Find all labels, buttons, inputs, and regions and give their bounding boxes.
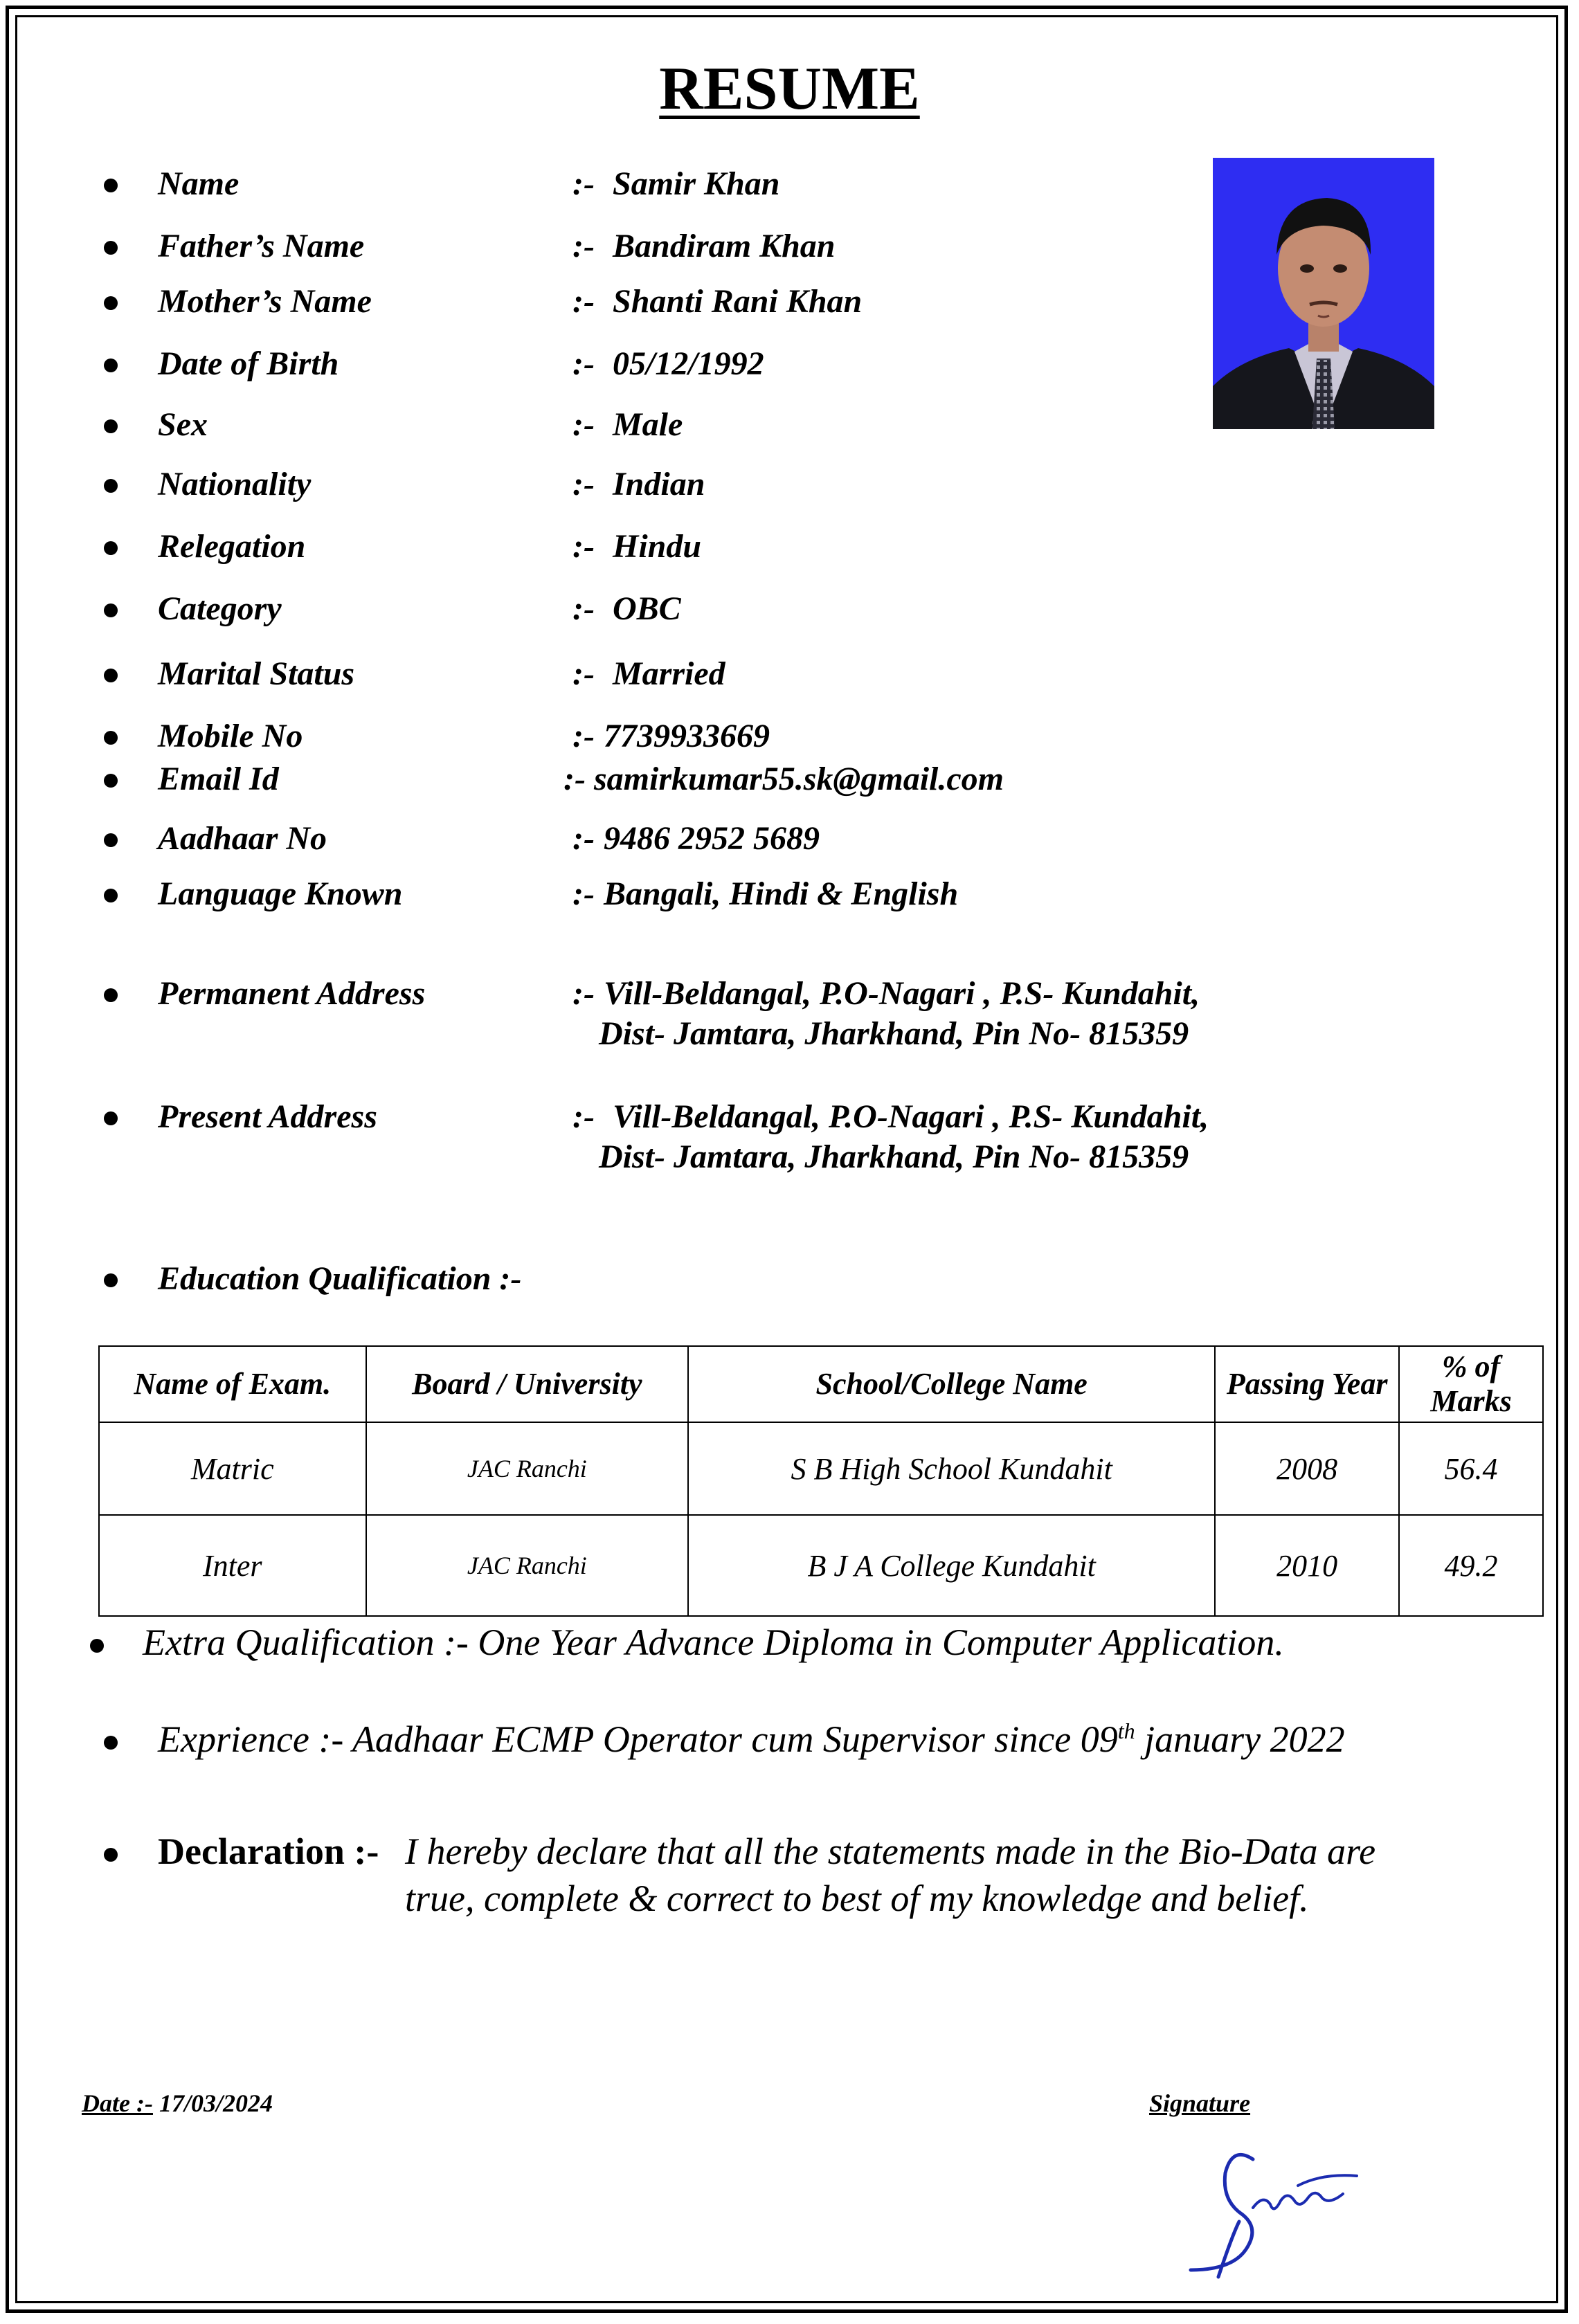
field-separator: :-: [572, 718, 595, 754]
date-value: 17/03/2024: [159, 2089, 273, 2117]
bullet-icon: [104, 1848, 118, 1862]
field-nationality: [0, 465, 1579, 507]
field-present-address: [0, 1098, 1579, 1181]
field-separator: :-: [572, 283, 595, 320]
field-mobile: [0, 717, 1579, 759]
field-category: [0, 590, 1579, 631]
table-row: [99, 1422, 1543, 1515]
field-value: Bangali, Hindi & English: [604, 875, 959, 912]
cell-exam: Inter: [99, 1515, 366, 1616]
field-aadhaar: [0, 819, 1579, 861]
cell-board: JAC Ranchi: [366, 1515, 689, 1616]
field-father-name: [0, 227, 1579, 269]
cell-marks: 56.4: [1399, 1422, 1543, 1515]
bullet-icon: [104, 731, 118, 745]
field-value: Indian: [613, 466, 705, 502]
cell-exam: Matric: [99, 1422, 366, 1515]
bullet-icon: [104, 774, 118, 788]
education-heading: [0, 1260, 1579, 1301]
field-label: Permanent Address: [158, 975, 426, 1012]
bullet-icon: [104, 1736, 118, 1750]
cell-marks: 49.2: [1399, 1515, 1543, 1616]
resume-title: RESUME: [659, 55, 920, 122]
field-separator: :-: [572, 345, 595, 382]
field-label: Relegation: [158, 528, 306, 565]
field-separator: :-: [572, 466, 595, 502]
experience-text-end: january 2022: [1135, 1718, 1345, 1760]
education-table: [98, 1345, 1544, 1617]
date-label: Date :-: [82, 2089, 153, 2117]
field-date-of-birth: [0, 345, 1579, 386]
experience-text: Exprience :- Aadhaar ECMP Operator cum Supervisor since 09: [158, 1718, 1118, 1760]
field-value: Bandiram Khan: [613, 228, 836, 264]
field-separator: :-: [572, 1098, 595, 1135]
field-separator: :-: [572, 165, 595, 202]
field-label: Email Id: [158, 761, 279, 797]
field-value: Samir Khan: [613, 165, 780, 202]
field-separator: :-: [563, 761, 586, 797]
field-separator: :-: [572, 820, 595, 857]
field-value: samirkumar55.sk@gmail.com: [594, 761, 1004, 797]
declaration-line-1: I hereby declare that all the statements made in the Bio-Data are: [405, 1831, 1376, 1872]
header-name-of-exam: Name of Exam.: [99, 1346, 366, 1422]
field-label: Mother’s Name: [158, 283, 372, 320]
address-line-2: Dist- Jamtara, Jharkhand, Pin No- 815359: [599, 1138, 1189, 1175]
signature-label: Signature: [1149, 2089, 1251, 2117]
field-label: Nationality: [158, 466, 312, 502]
bullet-icon: [104, 603, 118, 617]
field-label: Date of Birth: [158, 345, 339, 382]
header-passing-year: Passing Year: [1215, 1346, 1399, 1422]
field-separator: :-: [572, 975, 595, 1012]
address-line-1: Vill-Beldangal, P.O-Nagari , P.S- Kundahit,: [604, 975, 1200, 1012]
address-line-1: Vill-Beldangal, P.O-Nagari , P.S- Kundahit,: [613, 1098, 1209, 1135]
field-label: Category: [158, 590, 282, 627]
field-value: Married: [613, 655, 725, 692]
field-sex: [0, 406, 1579, 447]
field-value: Hindu: [613, 528, 702, 565]
field-language: [0, 875, 1579, 916]
field-value: 05/12/1992: [613, 345, 764, 382]
bullet-icon: [104, 833, 118, 847]
field-value: 7739933669: [604, 718, 770, 754]
header-marks: % of Marks: [1399, 1346, 1543, 1422]
address-line-2: Dist- Jamtara, Jharkhand, Pin No- 815359: [599, 1015, 1189, 1052]
signature-image: [1177, 2132, 1384, 2284]
date-line: [82, 2089, 273, 2118]
bullet-icon: [90, 1639, 104, 1653]
table-row: [99, 1515, 1543, 1616]
field-label: Present Address: [158, 1098, 377, 1135]
bullet-icon: [104, 179, 118, 192]
field-mother-name: [0, 282, 1579, 324]
field-label: Name: [158, 165, 240, 202]
field-label: Mobile No: [158, 718, 303, 754]
field-permanent-address: [0, 974, 1579, 1057]
bullet-icon: [104, 419, 118, 433]
field-label: Language Known: [158, 875, 403, 912]
header-board: Board / University: [366, 1346, 689, 1422]
bullet-icon: [104, 988, 118, 1002]
cell-year: 2008: [1215, 1422, 1399, 1515]
field-religion: [0, 527, 1579, 569]
declaration-line-2: true, complete & correct to best of my knowledge and belief.: [405, 1878, 1309, 1919]
field-value: Shanti Rani Khan: [613, 283, 863, 320]
field-separator: :-: [572, 875, 595, 912]
field-separator: :-: [572, 590, 595, 627]
declaration-label: Declaration :-: [158, 1831, 379, 1872]
field-separator: :-: [572, 655, 595, 692]
bullet-icon: [104, 296, 118, 310]
bullet-icon: [104, 541, 118, 555]
education-heading-label: Education Qualification :-: [158, 1260, 522, 1297]
table-header-row: [99, 1346, 1543, 1422]
field-label: Aadhaar No: [158, 820, 327, 857]
header-school: School/College Name: [688, 1346, 1215, 1422]
field-email: [0, 760, 1579, 801]
cell-board: JAC Ranchi: [366, 1422, 689, 1515]
extra-qualification: Extra Qualification :- One Year Advance Diploma in Computer Application.: [143, 1622, 1284, 1663]
field-value: 9486 2952 5689: [604, 820, 820, 857]
field-label: Sex: [158, 406, 208, 443]
field-value: OBC: [613, 590, 681, 627]
cell-school: B J A College Kundahit: [688, 1515, 1215, 1616]
field-value: Male: [613, 406, 683, 443]
field-name: [0, 165, 1579, 206]
field-marital-status: [0, 655, 1579, 696]
experience: [158, 1718, 1345, 1761]
bullet-icon: [104, 1273, 118, 1287]
experience-superscript: th: [1117, 1718, 1135, 1743]
bullet-icon: [104, 669, 118, 682]
field-separator: :-: [572, 528, 595, 565]
bullet-icon: [104, 479, 118, 493]
field-label: Marital Status: [158, 655, 355, 692]
field-separator: :-: [572, 228, 595, 264]
cell-year: 2010: [1215, 1515, 1399, 1616]
field-separator: :-: [572, 406, 595, 443]
bullet-icon: [104, 241, 118, 255]
bullet-icon: [104, 1111, 118, 1125]
bullet-icon: [104, 889, 118, 902]
cell-school: S B High School Kundahit: [688, 1422, 1215, 1515]
bullet-icon: [104, 358, 118, 372]
field-label: Father’s Name: [158, 228, 365, 264]
